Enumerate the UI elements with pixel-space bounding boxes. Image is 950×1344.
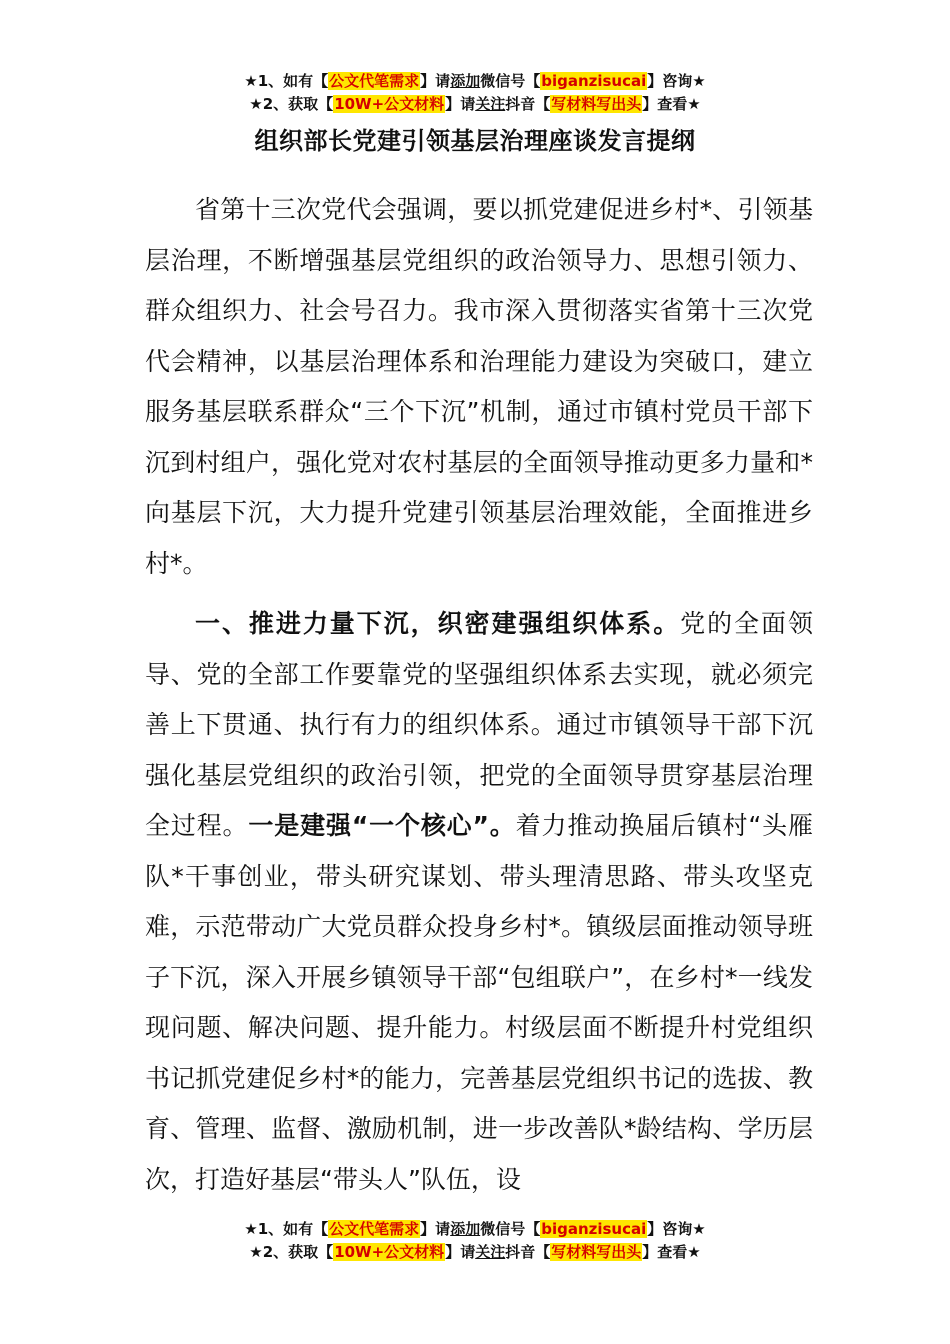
paragraph-text: 党的全面领导、党的全部工作要靠党的坚强组织体系去实现，就必须完善上下贯通、执行有力的组织体系。通过市镇领导干部下沉强化基层党组织的政治引领，把党的全面领导贯穿基层治理全过程。 bbox=[145, 609, 813, 840]
promo-highlight: 公文代笔需求 bbox=[329, 1220, 420, 1238]
promo-text: 】咨询★ bbox=[647, 1220, 706, 1238]
promo-line-2 bbox=[0, 1241, 950, 1264]
sub-heading: 一是建强“一个核心”。 bbox=[248, 811, 516, 840]
promo-text: 】请 bbox=[420, 1220, 451, 1238]
promo-text: ★2、获取【 bbox=[249, 95, 334, 113]
promo-highlight: 10W+公文材料 bbox=[334, 1243, 445, 1261]
document-title: 组织部长党建引领基层治理座谈发言提纲 bbox=[254, 127, 696, 155]
douyin-id: 写材料写出头 bbox=[551, 95, 642, 113]
promo-text: ★1、如有【 bbox=[244, 72, 329, 90]
promo-text: 】咨询★ bbox=[647, 72, 706, 90]
promo-banner-top bbox=[0, 70, 950, 116]
promo-highlight: 公文代笔需求 bbox=[329, 72, 420, 90]
paragraph-section-1 bbox=[145, 599, 813, 1205]
paragraph-text: 着力推动换届后镇村“头雁队*干事创业，带头研究谋划、带头理清思路、带头攻坚克难，示范带动广大党员群众投身乡村*。镇级层面推动领导班子下沉，深入开展乡镇领导干部“包组联户”，在乡村*一线发现问题、解决问题、提升能力。村级层面不断提升村党组织书记抓党建促乡村*的能力，完善基层党组织书记的选拔、教育、管理、监督、激励机制，进一步改善队*龄结构、学历层次，打造好基层“带头人”队伍，设 bbox=[145, 811, 813, 1194]
promo-underline: 添加 bbox=[450, 72, 481, 90]
promo-line-2 bbox=[0, 93, 950, 116]
promo-text: 微信号【 bbox=[480, 1220, 541, 1238]
promo-underline: 关注 bbox=[475, 1243, 506, 1261]
promo-line-1 bbox=[0, 1218, 950, 1241]
promo-text: 】请 bbox=[445, 1243, 476, 1261]
promo-text: ★1、如有【 bbox=[244, 1220, 329, 1238]
promo-text: 抖音【 bbox=[505, 1243, 551, 1261]
paragraph-intro: 省第十三次党代会强调，要以抓党建促进乡村*、引领基层治理，不断增强基层党组织的政治领导力、思想引领力、群众组织力、社会号召力。我市深入贯彻落实省第十三次党代会精神，以基层治理体系和治理能力建设为突破口，建立服务基层联系群众“三个下沉”机制，通过市镇村党员干部下沉到村组户，强化党对农村基层的全面领导推动更多力量和*向基层下沉，大力提升党建引领基层治理效能，全面推进乡村*。 bbox=[145, 195, 813, 578]
promo-underline: 添加 bbox=[450, 1220, 481, 1238]
promo-underline: 关注 bbox=[475, 95, 506, 113]
promo-text: 】查看★ bbox=[642, 1243, 701, 1261]
wechat-id: biganzisucai bbox=[541, 1220, 647, 1238]
promo-text: ★2、获取【 bbox=[249, 1243, 334, 1261]
promo-line-1 bbox=[0, 70, 950, 93]
document-body bbox=[145, 185, 813, 1205]
promo-text: 】查看★ bbox=[642, 95, 701, 113]
promo-banner-bottom bbox=[0, 1218, 950, 1264]
promo-text: 】请 bbox=[420, 72, 451, 90]
promo-text: 微信号【 bbox=[480, 72, 541, 90]
promo-text: 抖音【 bbox=[505, 95, 551, 113]
douyin-id: 写材料写出头 bbox=[551, 1243, 642, 1261]
promo-text: 】请 bbox=[445, 95, 476, 113]
promo-highlight: 10W+公文材料 bbox=[334, 95, 445, 113]
section-heading: 一、推进力量下沉，织密建强组织体系。 bbox=[195, 609, 681, 638]
wechat-id: biganzisucai bbox=[541, 72, 647, 90]
